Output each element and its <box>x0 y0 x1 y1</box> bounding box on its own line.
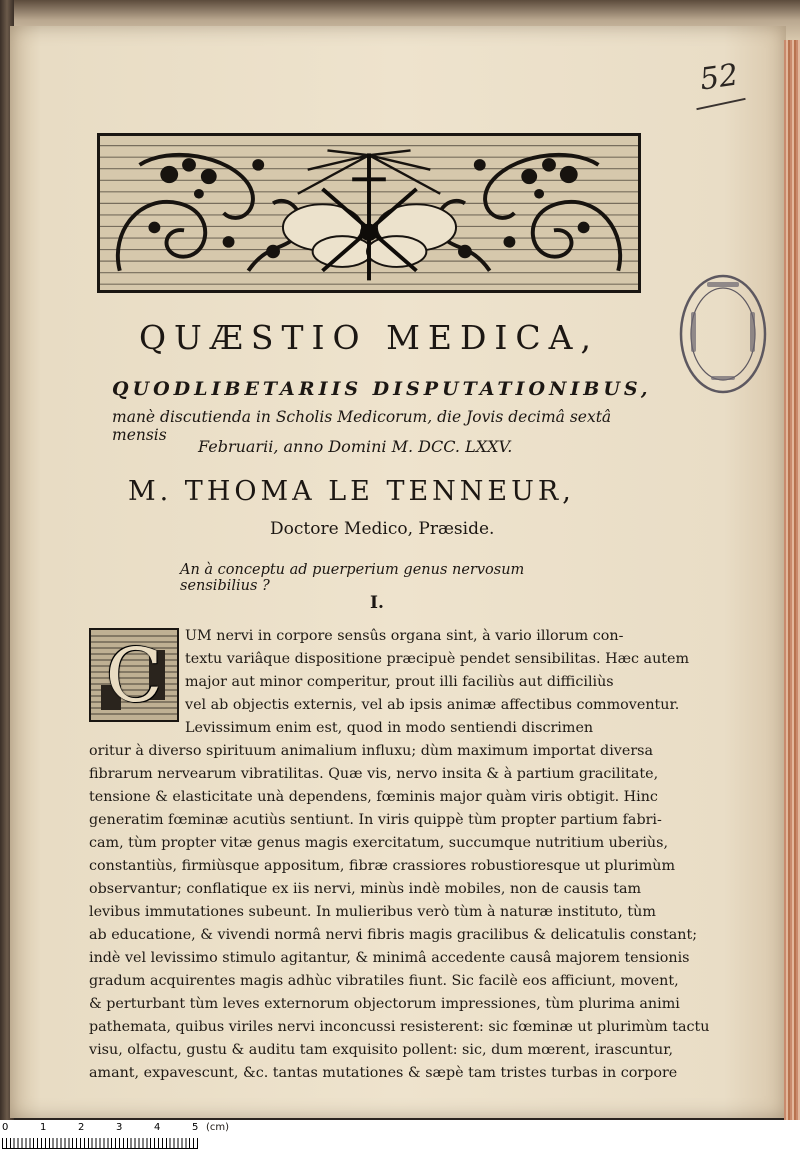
body-line: Levissimum enim est, quod in modo sentiendi discrimen <box>185 720 594 736</box>
woodcut-headpiece-image <box>97 133 641 293</box>
ruler-tick-label: 1 <box>40 1122 47 1133</box>
body-line: levibus immutationes subeunt. In mulieribus verò tùm à naturæ instituto, tùm <box>89 904 656 920</box>
body-line: observantur; conflatique ex iis nervi, minùs indè mobiles, non de causis tam <box>89 881 642 897</box>
subtitle-line-3: Februarii, anno Domini M. DCC. LXXV. <box>198 437 513 456</box>
ruler-unit: (cm) <box>206 1122 230 1133</box>
body-line: pathemata, quibus viriles nervi inconcussi resisterent: sic fœminæ ut plurimùm tactu <box>89 1019 710 1035</box>
library-stamp-image <box>677 272 769 396</box>
president-name: M. THOMA LE TENNEUR, <box>128 476 575 507</box>
body-line: gradum acquirentes magis adhùc vibratiles fiunt. Sic facilè eos afficiunt, movent, <box>89 973 679 989</box>
ornamental-drop-cap <box>89 628 179 722</box>
scale-ruler <box>0 1120 800 1154</box>
page-edges <box>784 40 800 1120</box>
body-line: fibrarum nervearum vibratilitas. Quæ vis, nervo insita & à partium gracilitate, <box>89 766 659 782</box>
subtitle-line-1: QUODLIBETARIIS DISPUTATIONIBUS, <box>112 378 652 400</box>
body-line: major aut minor comperitur, prout illi faciliùs aut difficiliùs <box>185 674 614 690</box>
body-line: oritur à diverso spirituum animalium influxu; dùm maximum importat diversa <box>89 743 654 759</box>
body-line: indè vel levissimo stimulo agitantur, & minimâ accedente causâ majorem tensionis <box>89 950 690 966</box>
ruler-tick-label: 5 <box>192 1122 199 1133</box>
ruler-tick-label: 0 <box>2 1122 9 1133</box>
body-line: tensione & elasticitate unà dependens, fœminis major quàm viris obtigit. Hinc <box>89 789 658 805</box>
subtitle-line-2: manè discutienda in Scholis Medicorum, die Jovis decimâ sextâ mensis <box>112 408 612 444</box>
ruler-tick-label: 2 <box>78 1122 85 1133</box>
body-line: & perturbant tùm leves externorum objectorum impressiones, tùm plurima animi <box>89 996 680 1012</box>
body-line: constantiùs, firmiùsque appositum, fibræ crassiores robustioresque ut plurimùm <box>89 858 676 874</box>
ruler-tick-label: 3 <box>116 1122 123 1133</box>
president-role: Doctore Medico, Præside. <box>270 519 495 539</box>
body-line: visu, olfactu, gustu & auditu tam exquisito pollent: sic, dum mœrent, irascuntur, <box>89 1042 674 1058</box>
section-number: I. <box>370 593 384 613</box>
page-title: QUÆSTIO MEDICA, <box>138 318 600 357</box>
body-line: generatim fœminæ acutiùs sentiunt. In viris quippè tùm propter partium fabri- <box>89 812 662 828</box>
body-line: cam, tùm propter vitæ genus magis exercitatum, succumque nutritium uberiùs, <box>89 835 669 851</box>
body-line: vel ab objectis externis, vel ab ipsis animæ affectibus commoventur. <box>185 697 680 713</box>
body-line: amant, expavescunt, &c. tantas mutationes & sæpè tam tristes turbas in corpore <box>89 1065 678 1081</box>
body-line: ab educatione, & vivendi normâ nervi fibris magis gracilibus & delicatulis constant; <box>89 927 698 943</box>
body-line: textu variâque dispositione præcipuè pendet sensibilitas. Hæc autem <box>185 651 690 667</box>
ruler-ticks <box>2 1138 198 1149</box>
body-line: UM nervi in corpore sensûs organa sint, à vario illorum con- <box>185 628 624 644</box>
thesis-question: An à conceptu ad puerperium genus nervosum sensibilius ? <box>180 562 525 594</box>
drop-cap-letter: C <box>105 633 163 719</box>
ruler-tick-label: 4 <box>154 1122 161 1133</box>
folio-number: 52 <box>697 57 741 98</box>
